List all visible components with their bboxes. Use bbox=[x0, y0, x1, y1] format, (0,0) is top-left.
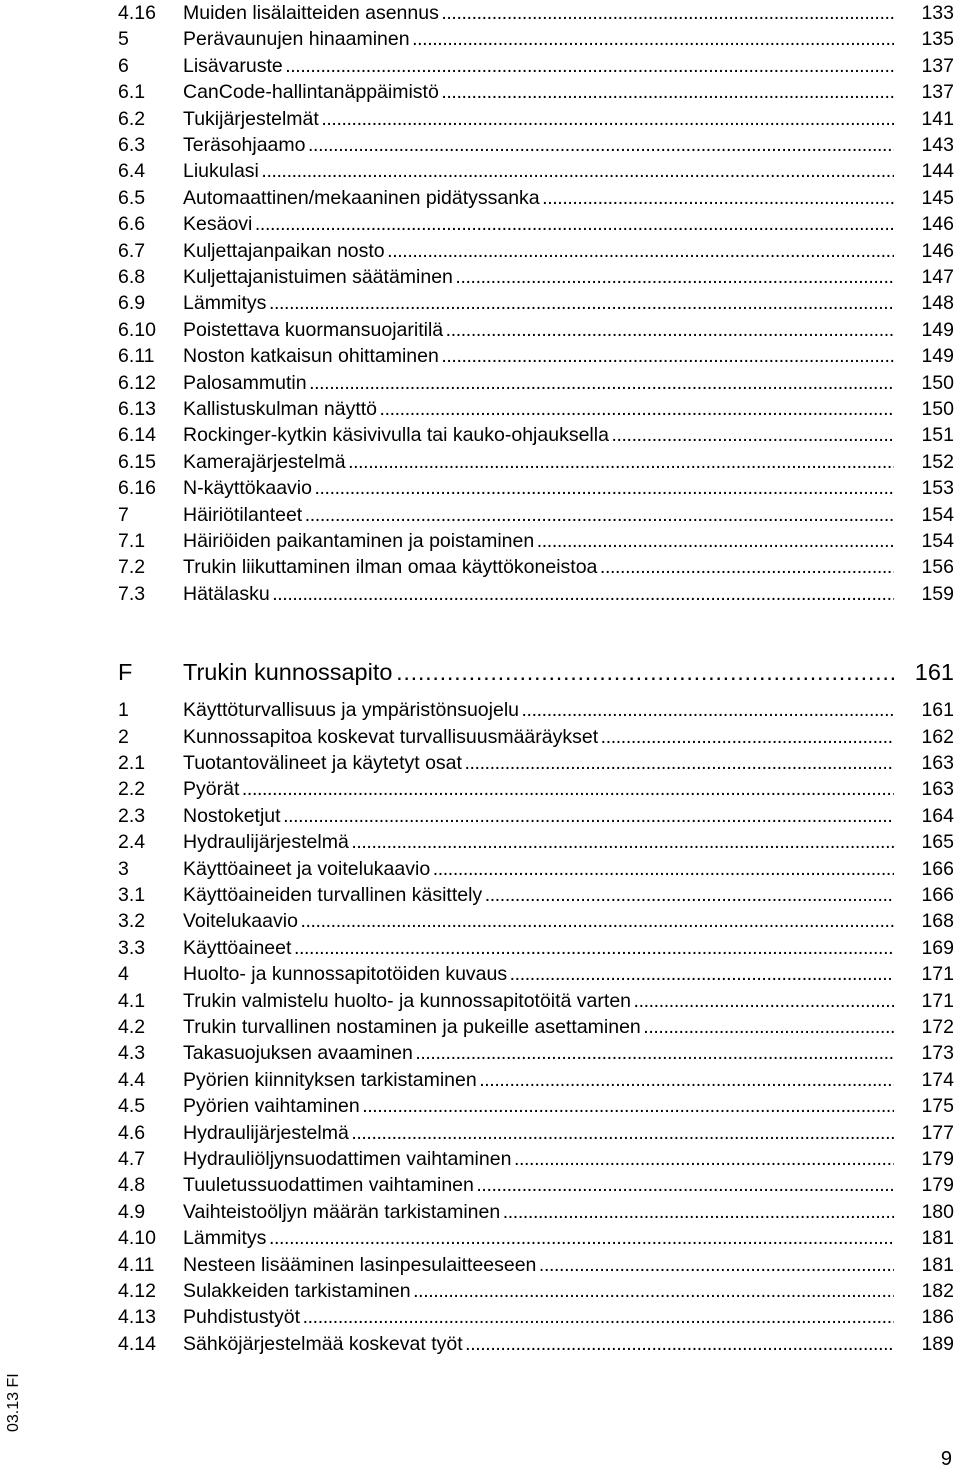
toc-entry-page: 163 bbox=[921, 752, 954, 774]
toc-entry bbox=[118, 935, 954, 961]
toc-entry-title: Nostoketjut . . . bbox=[183, 803, 894, 829]
toc-entry-title: Liukulasi . . . bbox=[183, 158, 894, 184]
toc-entry bbox=[118, 1331, 954, 1357]
toc-entry-page: 141 bbox=[921, 107, 954, 130]
toc-entry-page: 162 bbox=[921, 725, 954, 748]
toc-entry-number: 6.7 bbox=[118, 239, 146, 262]
toc-entry bbox=[118, 829, 954, 855]
toc-entry-page: 163 bbox=[921, 778, 954, 801]
toc-entry-page: 181 bbox=[921, 1253, 954, 1276]
toc-entry bbox=[118, 449, 954, 475]
toc-entry-page: 166 bbox=[921, 857, 954, 880]
toc-entry-title: Trukin liikuttaminen ilman omaa käyttökoneistoa . . . bbox=[183, 554, 894, 580]
toc-entry bbox=[118, 856, 954, 882]
toc-entry-title: Tuuletussuodattimen vaihtaminen . . . bbox=[183, 1172, 894, 1198]
toc-entry-page: 169 bbox=[921, 936, 954, 959]
toc-entry bbox=[118, 882, 954, 908]
toc-entry-page: 143 bbox=[921, 134, 954, 156]
toc-entry-number: 6.15 bbox=[118, 450, 156, 473]
toc-entry-number: 7.3 bbox=[118, 582, 146, 605]
toc-entry-number: 1 bbox=[118, 699, 129, 722]
toc-entry-page: 174 bbox=[921, 1068, 954, 1091]
toc-entry-page: 149 bbox=[921, 345, 954, 368]
toc-entry bbox=[118, 1067, 954, 1093]
toc-entry-title: Muiden lisälaitteiden asennus . . . bbox=[183, 0, 894, 26]
toc-entry-title: Käyttöaineiden turvallinen käsittely . . . bbox=[183, 882, 894, 908]
toc-entry-title: Sähköjärjestelmää koskevat työt . . . bbox=[183, 1331, 894, 1357]
toc-entry-number: 4.7 bbox=[118, 1148, 146, 1170]
toc-entry bbox=[118, 370, 954, 396]
toc-entry-title: Automaattinen/mekaaninen pidätyssanka . . . bbox=[183, 185, 894, 211]
toc-entry-number: 5 bbox=[118, 28, 129, 51]
toc-entry-title: Pyörät . . . bbox=[183, 776, 894, 802]
toc-entry-title: Hydrauliöljynsuodattimen vaihtaminen . . . bbox=[183, 1146, 894, 1172]
toc-entry-number: 7.1 bbox=[118, 530, 146, 552]
toc-entry-title: Pyörien vaihtaminen . . . bbox=[183, 1093, 894, 1119]
toc-entry-title: Takasuojuksen avaaminen . . . bbox=[183, 1040, 894, 1066]
toc-entry-page: 182 bbox=[921, 1280, 954, 1302]
toc-entry-number: 6.8 bbox=[118, 266, 146, 288]
toc-entry-number: 6.13 bbox=[118, 398, 156, 420]
toc-entry-page: 137 bbox=[921, 81, 954, 104]
toc-entry bbox=[118, 988, 954, 1014]
toc-entry-number: 3.1 bbox=[118, 884, 146, 906]
toc-entry bbox=[118, 1172, 954, 1198]
toc-entry-page: 137 bbox=[921, 54, 954, 77]
toc-entry-page: 147 bbox=[921, 266, 954, 288]
toc-entry-title: Hydraulijärjestelmä . . . bbox=[183, 829, 894, 855]
toc-entry-number: 4.3 bbox=[118, 1042, 146, 1065]
toc-entry-page: 171 bbox=[921, 963, 954, 986]
toc-entry-number: 6.14 bbox=[118, 424, 156, 447]
toc-entry bbox=[118, 697, 954, 723]
toc-entry-title: Kesäovi . . . bbox=[183, 211, 894, 237]
toc-entry-number: 6.2 bbox=[118, 107, 146, 130]
toc-entry bbox=[118, 264, 954, 290]
toc-entry-page: 151 bbox=[921, 424, 954, 447]
toc-entry-page: 154 bbox=[921, 503, 954, 526]
toc-entry-number: 2.4 bbox=[118, 831, 146, 854]
toc-entry-title: Noston katkaisun ohittaminen . . . bbox=[183, 343, 894, 369]
toc-entry bbox=[118, 79, 954, 105]
toc-entry-number: 7 bbox=[118, 503, 129, 526]
toc-entry-number: 2.3 bbox=[118, 804, 146, 827]
toc-entry-page: 156 bbox=[921, 556, 954, 579]
toc-entry bbox=[118, 528, 954, 554]
toc-entry-page: 180 bbox=[921, 1200, 954, 1223]
toc-entry-number: 7.2 bbox=[118, 556, 146, 579]
toc-entry bbox=[118, 1120, 954, 1146]
toc-chapter-title: Trukin kunnossapito . . . bbox=[183, 655, 894, 689]
toc-chapter-page: 161 bbox=[914, 659, 954, 686]
toc-entry-title: Häiriöiden paikantaminen ja poistaminen . . . bbox=[183, 528, 894, 554]
toc-entry-title: Sulakkeiden tarkistaminen . . . bbox=[183, 1278, 894, 1304]
toc-chapter-heading bbox=[118, 655, 954, 689]
toc-entry-page: 161 bbox=[921, 699, 954, 722]
toc-entry-title: N-käyttökaavio . . . bbox=[183, 475, 894, 501]
toc-entry bbox=[118, 581, 954, 607]
toc-entry-title: Voitelukaavio . . . bbox=[183, 908, 894, 934]
toc-entry-title: Kuljettajanistuimen säätäminen . . . bbox=[183, 264, 894, 290]
toc-entry bbox=[118, 185, 954, 211]
toc-entry-number: 4 bbox=[118, 963, 129, 986]
toc-entry-number: 6.9 bbox=[118, 292, 146, 315]
toc-entry bbox=[118, 396, 954, 422]
toc-entry-title: Käyttöaineet ja voitelukaavio . . . bbox=[183, 856, 894, 882]
toc-entry-page: 166 bbox=[921, 884, 954, 906]
toc-entry-page: 165 bbox=[921, 831, 954, 854]
toc-entry-number: 6.4 bbox=[118, 160, 146, 183]
toc-entry-page: 150 bbox=[921, 398, 954, 420]
toc-entry-title: Lämmitys . . . bbox=[183, 290, 894, 316]
toc-entry bbox=[118, 132, 954, 158]
toc-entry-title: Häiriötilanteet . . . bbox=[183, 502, 894, 528]
toc-entry-number: 4.2 bbox=[118, 1016, 146, 1038]
toc-entry bbox=[118, 317, 954, 343]
toc-entry bbox=[118, 238, 954, 264]
toc-entry-title: Kallistuskulman näyttö . . . bbox=[183, 396, 894, 422]
toc-entry-number: 3.2 bbox=[118, 910, 146, 933]
toc-entry-page: 148 bbox=[921, 292, 954, 315]
toc-entry-number: 6.3 bbox=[118, 134, 146, 156]
toc-entry-number: 4.1 bbox=[118, 989, 146, 1012]
toc-entry bbox=[118, 1278, 954, 1304]
toc-entry-page: 159 bbox=[921, 582, 954, 605]
toc-entry bbox=[118, 554, 954, 580]
toc-entry-title: Perävaunujen hinaaminen . . . bbox=[183, 26, 894, 52]
toc-entry-number: 3 bbox=[118, 857, 129, 880]
toc-entry bbox=[118, 0, 954, 26]
toc-entry-title: Nesteen lisääminen lasinpesulaitteeseen . . . bbox=[183, 1252, 894, 1278]
toc-entry-page: 146 bbox=[921, 213, 954, 236]
toc-entry bbox=[118, 1146, 954, 1172]
toc-entry-title: Puhdistustyöt . . . bbox=[183, 1304, 894, 1330]
toc-entry bbox=[118, 290, 954, 316]
toc-entry-number: 2.2 bbox=[118, 778, 146, 801]
toc-entry-number: 3.3 bbox=[118, 936, 146, 959]
toc-entry-page: 172 bbox=[921, 1016, 954, 1038]
toc-entry bbox=[118, 724, 954, 750]
toc-entry-number: 4.9 bbox=[118, 1200, 146, 1223]
toc-entry-title: Tukijärjestelmät . . . bbox=[183, 106, 894, 132]
toc-entry bbox=[118, 26, 954, 52]
toc-entry bbox=[118, 1252, 954, 1278]
toc-entry-page: 177 bbox=[921, 1121, 954, 1144]
toc-entry-page: 144 bbox=[921, 160, 954, 183]
toc-entry-title: CanCode-hallintanäppäimistö . . . bbox=[183, 79, 894, 105]
toc-entry-number: 6.16 bbox=[118, 477, 156, 500]
toc-entry bbox=[118, 1014, 954, 1040]
toc-entry-number: 6.11 bbox=[118, 345, 155, 368]
toc-entry-number: 4.11 bbox=[118, 1253, 155, 1276]
toc-entry-title: Kunnossapitoa koskevat turvallisuusmääräykset . . . bbox=[183, 724, 894, 750]
toc-entry-title: Lisävaruste . . . bbox=[183, 53, 894, 79]
toc-entry bbox=[118, 1304, 954, 1330]
toc-entry-page: 149 bbox=[921, 318, 954, 341]
toc-entry-number: 4.5 bbox=[118, 1095, 146, 1118]
toc-entry-page: 186 bbox=[921, 1306, 954, 1329]
toc-entry-page: 153 bbox=[921, 477, 954, 500]
toc-entry bbox=[118, 475, 954, 501]
toc-entry-title: Hydraulijärjestelmä . . . bbox=[183, 1120, 894, 1146]
toc-entry bbox=[118, 803, 954, 829]
toc-entry-number: 6.12 bbox=[118, 371, 156, 394]
toc-entry bbox=[118, 1093, 954, 1119]
toc-entry-page: 154 bbox=[921, 530, 954, 552]
toc-entry bbox=[118, 53, 954, 79]
toc-entry-number: 4.12 bbox=[118, 1280, 156, 1302]
toc-entry-number: 4.4 bbox=[118, 1068, 146, 1091]
toc-entry-number: 4.8 bbox=[118, 1174, 146, 1197]
toc-entry-number: 6.6 bbox=[118, 213, 146, 236]
toc-entry-title: Palosammutin . . . bbox=[183, 370, 894, 396]
toc-entry-title: Hätälasku . . . bbox=[183, 581, 894, 607]
toc-entry bbox=[118, 211, 954, 237]
toc-entry-title: Huolto- ja kunnossapitotöiden kuvaus . . . bbox=[183, 961, 894, 987]
toc-entry-title: Rockinger-kytkin käsivivulla tai kauko-ohjauksella . . . bbox=[183, 422, 894, 448]
toc-entry-title: Kuljettajanpaikan nosto . . . bbox=[183, 238, 894, 264]
toc-entry bbox=[118, 422, 954, 448]
toc-entry-page: 189 bbox=[921, 1332, 954, 1355]
toc-entry-title: Poistettava kuormansuojaritilä . . . bbox=[183, 317, 894, 343]
toc-entry bbox=[118, 502, 954, 528]
toc-entry bbox=[118, 106, 954, 132]
toc-entry bbox=[118, 750, 954, 776]
toc-entry-page: 152 bbox=[921, 450, 954, 473]
toc-entry-title: Trukin turvallinen nostaminen ja pukeille asettaminen . . . bbox=[183, 1014, 894, 1040]
toc-entry-number: 4.10 bbox=[118, 1227, 156, 1250]
toc-entry-page: 181 bbox=[921, 1227, 954, 1250]
toc-entry-number: 2.1 bbox=[118, 752, 146, 774]
toc-entry-page: 145 bbox=[921, 186, 954, 209]
toc-entry-page: 135 bbox=[921, 28, 954, 51]
toc-entry-title: Tuotantovälineet ja käytetyt osat . . . bbox=[183, 750, 894, 776]
toc-entry-page: 171 bbox=[921, 989, 954, 1012]
toc-entry-title: Lämmitys . . . bbox=[183, 1225, 894, 1251]
toc-entry-title: Pyörien kiinnityksen tarkistaminen . . . bbox=[183, 1067, 894, 1093]
toc-entry bbox=[118, 343, 954, 369]
toc-entry-title: Vaihteistoöljyn määrän tarkistaminen . . . bbox=[183, 1199, 894, 1225]
toc-entry bbox=[118, 776, 954, 802]
toc-entry-number: 6.1 bbox=[118, 81, 146, 104]
toc-entry-title: Kamerajärjestelmä . . . bbox=[183, 449, 894, 475]
toc-entry-page: 175 bbox=[921, 1095, 954, 1118]
toc-entry-page: 179 bbox=[921, 1174, 954, 1197]
toc-entry-page: 133 bbox=[921, 2, 954, 24]
toc-entry bbox=[118, 961, 954, 987]
toc-entry-number: 6.5 bbox=[118, 186, 146, 209]
toc-entry-title: Käyttöaineet . . . bbox=[183, 935, 894, 961]
toc-entry-number: 2 bbox=[118, 725, 129, 748]
toc-entry bbox=[118, 1225, 954, 1251]
document-date-language-label: 03.13 FI bbox=[5, 1373, 22, 1432]
toc-entry-title: Käyttöturvallisuus ja ympäristönsuojelu . . . bbox=[183, 697, 894, 723]
toc-entry-title: Teräsohjaamo . . . bbox=[183, 132, 894, 158]
toc-entry-page: 164 bbox=[921, 804, 954, 827]
toc-entry bbox=[118, 1199, 954, 1225]
toc-entry-page: 150 bbox=[921, 371, 954, 394]
toc-entry bbox=[118, 908, 954, 934]
toc-entry-page: 173 bbox=[921, 1042, 954, 1065]
page-number: 9 bbox=[940, 1448, 952, 1470]
toc-entry-number: 4.13 bbox=[118, 1306, 156, 1329]
toc-entry-page: 168 bbox=[921, 910, 954, 933]
toc-entry-number: 6.10 bbox=[118, 318, 156, 341]
toc-entry bbox=[118, 158, 954, 184]
toc-entry-number: 6 bbox=[118, 54, 129, 77]
toc-entry-number: 4.6 bbox=[118, 1121, 146, 1144]
toc-entry-title: Trukin valmistelu huolto- ja kunnossapitotöitä varten . . . bbox=[183, 988, 894, 1014]
toc-chapter-letter: F bbox=[118, 659, 133, 686]
toc-entry-page: 179 bbox=[921, 1148, 954, 1170]
toc-entry-number: 4.16 bbox=[118, 2, 156, 24]
toc-entry bbox=[118, 1040, 954, 1066]
toc-entry-number: 4.14 bbox=[118, 1332, 156, 1355]
toc-entry-page: 146 bbox=[921, 239, 954, 262]
